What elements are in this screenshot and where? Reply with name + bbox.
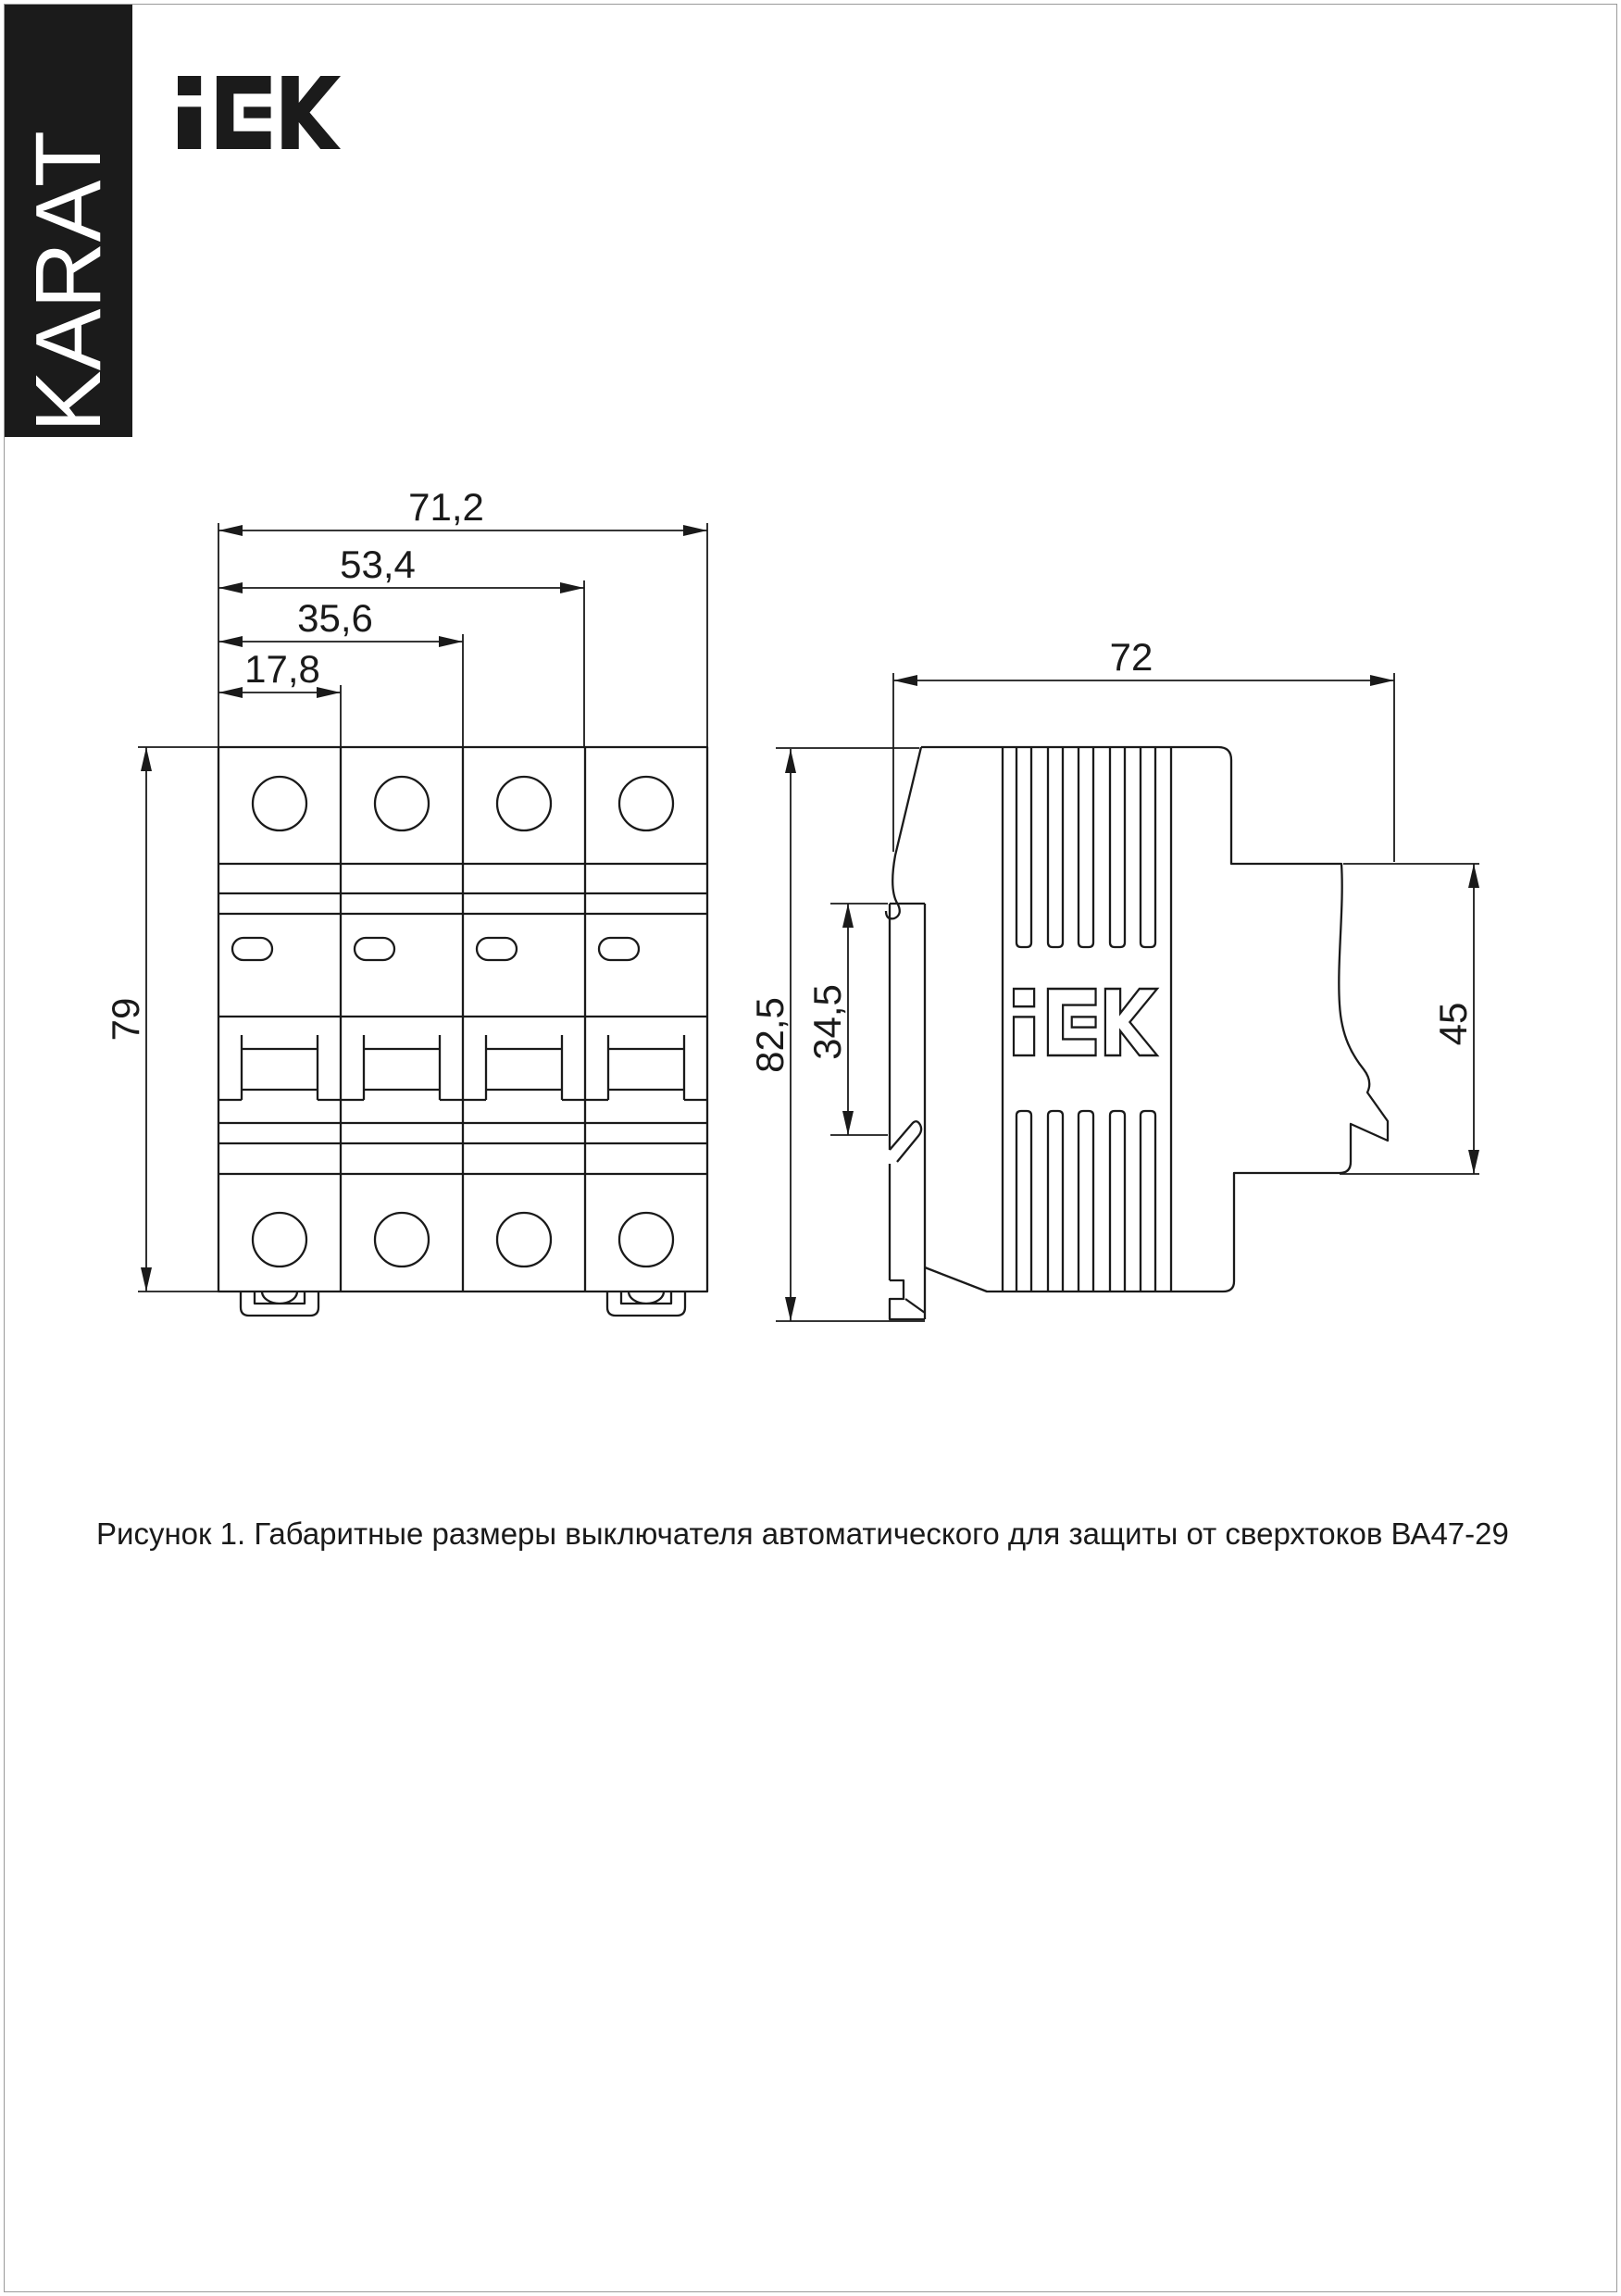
label-window [355,938,394,960]
screw-circle [619,1213,673,1267]
dim-arrow [785,1297,796,1321]
dim-label-71-2: 71,2 [408,485,484,529]
vent-slot [1110,1111,1125,1292]
dim-arrow [218,525,243,536]
screw-circle [497,777,551,830]
front-height-dimension [104,747,218,1292]
dim-arrow [842,1111,854,1135]
dim-arrow [683,525,707,536]
dimension-drawing [0,463,1621,1407]
side-din-flange [890,904,925,1319]
vent-slot [1016,747,1031,947]
dim-label-17-8: 17,8 [244,647,320,691]
dim-label-45: 45 [1431,1002,1475,1046]
extension-lines [138,747,218,1292]
screw-circle [497,1213,551,1267]
screw-circle [375,777,429,830]
vent-slot [1079,1111,1093,1292]
iek-logo-i-stem [178,106,201,149]
front-din-clips [241,1292,685,1316]
dim-arrow [141,1267,152,1292]
dim-arrow [842,904,854,928]
toggle-handle [242,1035,318,1100]
din-clip [607,1292,685,1316]
side-front-edge [886,747,921,918]
dim-label-34-5: 34,5 [805,984,849,1060]
label-window [599,938,639,960]
dim-arrow [218,582,243,593]
dim-arrow [218,636,243,647]
din-clip [241,1292,318,1316]
vent-slot [1079,747,1093,947]
iek-logo-i-stem [1014,1017,1034,1055]
dim-arrow [439,636,463,647]
iek-logo-k [281,76,341,149]
dim-label-53-4: 53,4 [340,543,416,586]
vent-slot [1110,747,1125,947]
front-view-drawing [104,485,707,1316]
iek-logo-i-dot [1014,989,1034,1006]
front-pole-separators [341,747,585,1292]
dim-arrow [141,747,152,771]
iek-logo-outline [1014,989,1157,1055]
iek-logo [178,76,341,149]
dim-arrow [1468,864,1479,888]
dim-arrow [785,749,796,773]
dim-arrow [560,582,584,593]
dim-label-35-6: 35,6 [297,596,373,640]
side-view-drawing [748,635,1479,1321]
extension-lines [776,748,925,1321]
label-window [232,938,272,960]
vent-slot [1016,1111,1031,1292]
toggle-handle [608,1035,684,1100]
front-width-dimensions [218,485,707,747]
dim-label-79: 79 [104,997,147,1042]
side-flange-dimension [805,904,888,1135]
vent-slot [1048,747,1063,947]
iek-logo-e-midbar [1072,1017,1096,1027]
side-upper-vents [1016,747,1155,947]
iek-logo-k [1105,989,1157,1055]
side-lower-vents [1016,1111,1155,1292]
label-window [477,938,517,960]
dim-arrow [218,687,243,698]
front-label-windows [232,938,639,960]
screw-circle [253,777,306,830]
extension-lines [893,673,1394,862]
vent-slot [1141,747,1155,947]
dim-arrow [1468,1150,1479,1174]
dim-label-82-5: 82,5 [748,997,792,1073]
screw-circle [253,1213,306,1267]
karat-banner [5,5,132,437]
figure-caption: Рисунок 1. Габаритные размеры выключателя автоматического для защиты от сверхтоков ВА47-29 [96,1516,1509,1551]
vent-slot [1141,1111,1155,1292]
vent-slot [1048,1111,1063,1292]
screw-circle [619,777,673,830]
dim-arrow [1370,675,1394,686]
dim-arrow [317,687,341,698]
iek-logo-i-dot [178,76,201,95]
karat-banner-label: KARAT [17,131,120,432]
side-width-dimension [893,635,1394,862]
screw-circle [375,1213,429,1267]
dim-arrow [893,675,917,686]
toggle-handle [486,1035,562,1100]
extension-lines [218,523,707,747]
toggle-handle [364,1035,440,1100]
iek-logo-e-midbar [243,106,270,118]
dim-label-72: 72 [1109,635,1153,679]
